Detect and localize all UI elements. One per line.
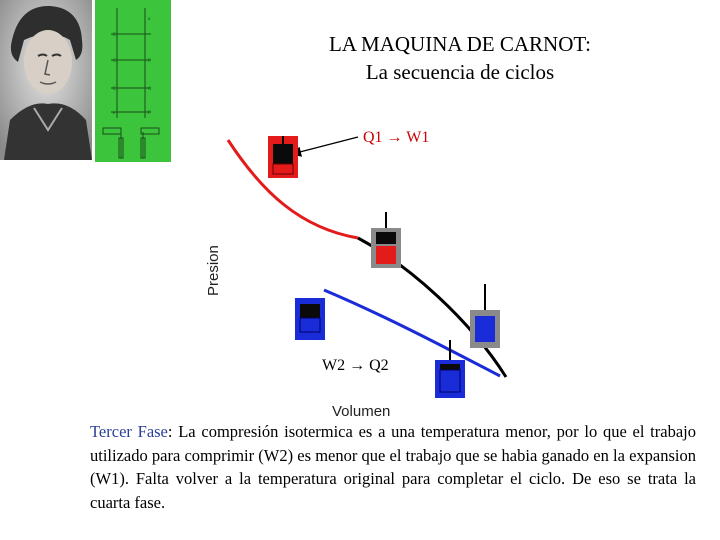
cylinder-hot-2 <box>371 212 401 268</box>
annotation-top-arrow <box>292 137 358 154</box>
x-axis-label: Volumen <box>332 403 391 420</box>
phase-label: Tercer Fase <box>90 422 168 441</box>
svg-text:F: F <box>148 59 151 64</box>
phase-description-text: : La compresión isotermica es a una temperatura menor, por lo que el trabajo utilizado para comprimir (W2) es menor que el trabajo que se habia ganado en la expansion (W1). Falta volver a la temperatura original para completar el ciclo. De eso se trata la cuarta fase. <box>90 422 696 512</box>
svg-text:C: C <box>113 59 117 64</box>
annotation-top-label: Q1 → W1 <box>363 129 430 146</box>
svg-text:F: F <box>148 111 151 116</box>
svg-text:a: a <box>148 17 151 22</box>
cylinder-hot-1 <box>268 136 298 178</box>
cylinder-cold-3 <box>435 340 465 398</box>
annotation-bottom-label: W2 → Q2 <box>322 357 389 374</box>
svg-text:E: E <box>113 33 117 38</box>
title-line-1: LA MAQUINA DE CARNOT: <box>328 32 592 56</box>
svg-text:C: C <box>148 87 152 92</box>
cylinder-cold-2 <box>470 284 500 348</box>
cylinder-cold-1 <box>295 298 325 340</box>
title-line-2: La secuencia de ciclos <box>365 60 555 84</box>
svg-text:e: e <box>113 111 116 116</box>
y-axis-label: Presion <box>205 245 222 296</box>
phase-description <box>90 420 696 514</box>
svg-text:E: E <box>113 87 117 92</box>
